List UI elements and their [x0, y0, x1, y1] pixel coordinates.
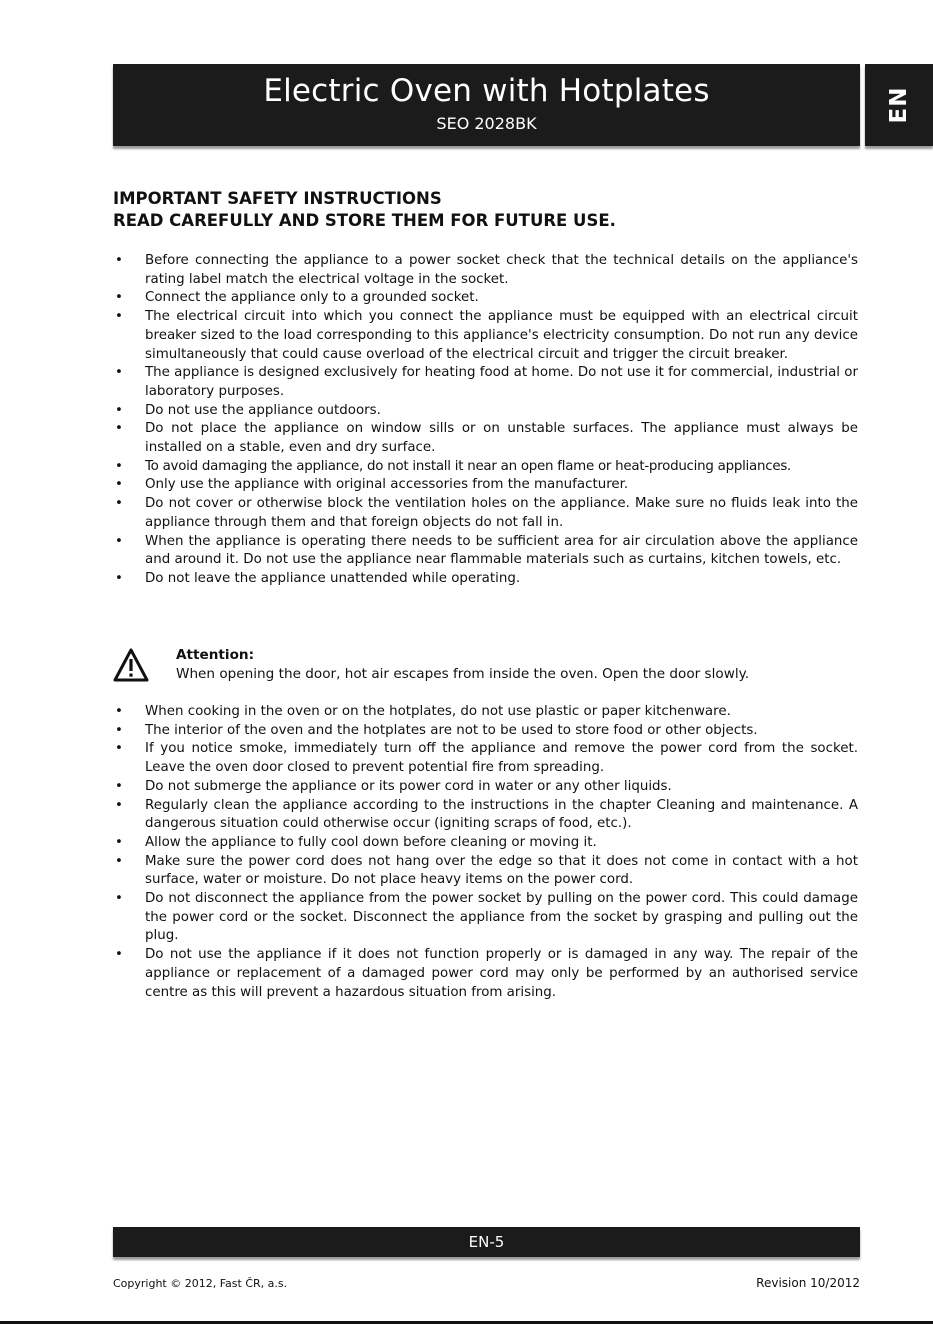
page-number: EN-5: [468, 1233, 505, 1251]
document-title: Electric Oven with Hotplates: [263, 73, 710, 109]
list-item: • If you notice smoke, immediately turn off the appliance and remove the power cord from the socket. Leave the oven door closed to prevent potential fire from spreading.: [113, 740, 858, 777]
revision-label: Revision 10/2012: [756, 1276, 860, 1290]
list-item: • Do not leave the appliance unattended while operating.: [113, 570, 858, 589]
copyright-notice: Copyright © 2012, Fast ČR, a.s.: [113, 1277, 288, 1290]
list-item: • The appliance is designed exclusively for heating food at home. Do not use it for commercial, industrial or laboratory purposes.: [113, 364, 858, 401]
list-item: • Do not disconnect the appliance from the power socket by pulling on the power cord. This could damage the power cord or the socket. Disconnect the appliance from the socket by grasping and pulling out the plug.: [113, 890, 858, 946]
list-item: • Connect the appliance only to a grounded socket.: [113, 289, 858, 308]
language-label: EN: [886, 86, 912, 124]
list-item: • To avoid damaging the appliance, do not install it near an open flame or heat-producing appliances.: [113, 458, 858, 477]
list-item: • Make sure the power cord does not hang over the edge so that it does not come in contact with a hot surface, water or moisture. Do not place heavy items on the power cord.: [113, 853, 858, 890]
list-item: • The interior of the oven and the hotplates are not to be used to store food or other objects.: [113, 722, 858, 741]
list-item: • When cooking in the oven or on the hotplates, do not use plastic or paper kitchenware.: [113, 703, 858, 722]
list-item: • The electrical circuit into which you connect the appliance must be equipped with an electrical circuit breaker sized to the load corresponding to this appliance's electricity consumption. Do not run any device simultaneously that could cause overload of the electrical circuit and trigger the circuit breaker.: [113, 308, 858, 364]
section-heading-line2: READ CAREFULLY AND STORE THEM FOR FUTURE USE.: [113, 211, 616, 230]
warning-triangle-icon: [113, 648, 149, 682]
attention-text: When opening the door, hot air escapes from inside the oven. Open the door slowly.: [176, 666, 750, 682]
document-header: [113, 64, 860, 146]
list-item: • When the appliance is operating there needs to be sufficient area for air circulation above the appliance and around it. Do not use the appliance near flammable materials such as curtains, kitchen towels, etc.: [113, 533, 858, 570]
attention-title: Attention:: [176, 647, 255, 663]
list-item: • Regularly clean the appliance according to the instructions in the chapter Cleaning and maintenance. A dangerous situation could otherwise occur (igniting scraps of food, etc.).: [113, 797, 858, 834]
safety-list-2: [113, 703, 858, 1002]
list-item: • Before connecting the appliance to a power socket check that the technical details on the appliance's rating label match the electrical voltage in the socket.: [113, 252, 858, 289]
safety-list-1: [113, 252, 858, 589]
list-item: • Do not use the appliance outdoors.: [113, 402, 858, 421]
list-item: • Do not place the appliance on window sills or on unstable surfaces. The appliance must always be installed on a stable, even and dry surface.: [113, 420, 858, 457]
model-number: SEO 2028BK: [436, 114, 537, 133]
language-tab: [865, 64, 933, 146]
section-heading: [113, 188, 858, 232]
list-item: • Allow the appliance to fully cool down before cleaning or moving it.: [113, 834, 858, 853]
section-heading-line1: IMPORTANT SAFETY INSTRUCTIONS: [113, 189, 442, 208]
page-number-bar: [113, 1227, 860, 1257]
attention-note: [113, 646, 858, 690]
list-item: • Do not submerge the appliance or its power cord in water or any other liquids.: [113, 778, 858, 797]
list-item: • Do not use the appliance if it does not function properly or is damaged in any way. The repair of the appliance or replacement of a damaged power cord may only be performed by an authorised service centre as this will prevent a hazardous situation from arising.: [113, 946, 858, 1002]
list-item: • Do not cover or otherwise block the ventilation holes on the appliance. Make sure no fluids leak into the appliance through them and that foreign objects do not fall in.: [113, 495, 858, 532]
list-item: • Only use the appliance with original accessories from the manufacturer.: [113, 476, 858, 495]
